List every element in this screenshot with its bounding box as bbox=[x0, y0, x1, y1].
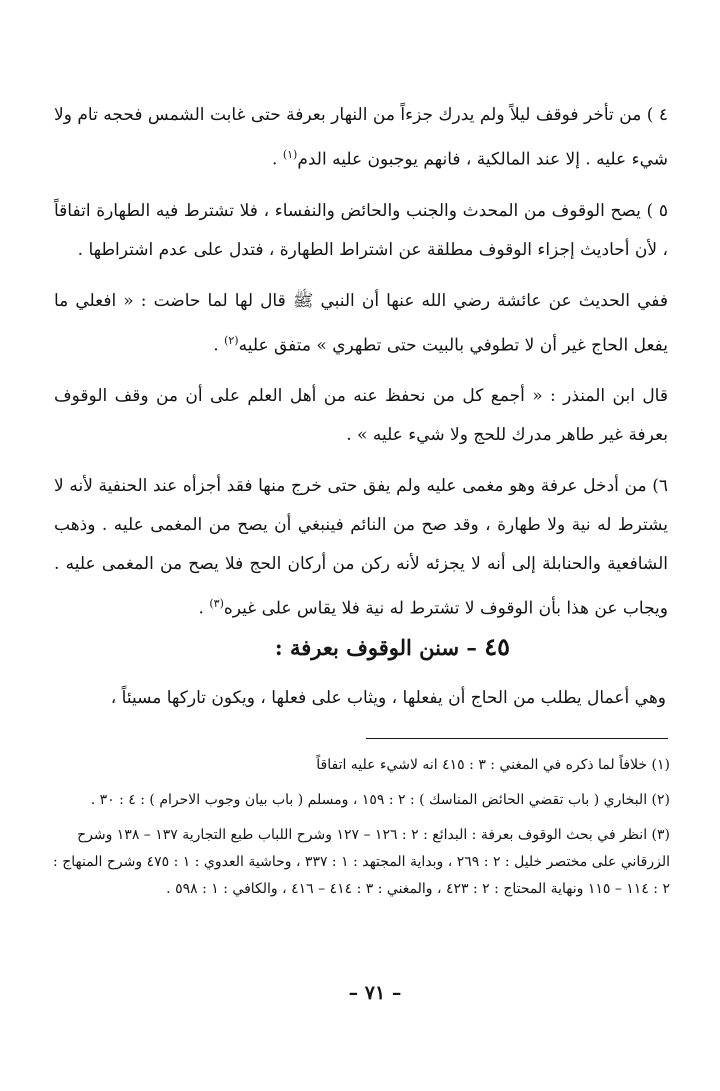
footnote-ref-1[interactable]: (١) bbox=[282, 148, 298, 161]
footnote-1: (١) خلافاً لما ذكره في المغني : ٣ : ٤١٥ انه لاشيء عليه اتفاقاً bbox=[316, 757, 670, 773]
paragraph-hadith-aisha: ففي الحديث عن عائشة رضي الله عنها أن النبي ﷺ قال لها لما حاضت : « افعلي ما يفعل الحاج غير أن لا تطوفي بالبيت حتى تطهري » متفق عليه$^{(٢)}$ . bbox=[54, 290, 668, 356]
footnote-2: (٢) البخاري ( باب تقضي الحائض المناسك ) : ٢ : ١٥٩ ، ومسلم ( باب بيان وجوب الاحرام ) : ٤ : ٣٠ . bbox=[90, 792, 670, 808]
page-number: – ٧١ – bbox=[348, 982, 402, 1004]
paragraph-point-4: ٤ ) من تأخر فوقف ليلاً ولم يدرك جزءاً من النهار بعرفة حتى غابت الشمس فحجه تام ولا شيء عليه . إلا عند المالكية ، فانهم يوجبون عليه الدم$^{(١)}$ . bbox=[54, 105, 668, 170]
main-body-text bbox=[54, 96, 668, 641]
footnotes bbox=[52, 752, 670, 911]
paragraph-point-5: ٥ ) يصح الوقوف من المحدث والجنب والحائض والنفساء ، فلا تشترط فيه الطهارة اتفاقاً ، لأن أحاديث إجزاء الوقوف مطلقة عن اشتراط الطهارة ، فتدل على عدم اشتراطها . bbox=[54, 200, 668, 260]
paragraph-point-6: ٦) من أدخل عرفة وهو مغمى عليه ولم يفق حتى خرج منها فقد أجزأه عند الحنفية لأنه لا يشترط له نية ولا طهارة ، وقد صح من النائم فينبغي أن يصح من المغمى عليه . وذهب الشافعية والحنابلة إلى أنه لا يجزئه لأنه ركن من أركان الحج فلا يصح من المغمى عليه . ويجاب عن هذا بأن الوقوف لا تشترط له نية فلا يقاس على غيره$^{(٣)}$ . bbox=[54, 476, 668, 619]
section-heading-45 bbox=[275, 632, 510, 661]
section-number: ٤٥ bbox=[484, 632, 510, 661]
section-title: – سنن الوقوف بعرفة : bbox=[274, 635, 477, 660]
footnote-ref-3[interactable]: (٣) bbox=[209, 597, 224, 611]
footnote-3: (٣) انظر في بحث الوقوف بعرفة : البدائع : ٢ : ١٢٦ – ١٢٧ وشرح اللباب طبع التجارية ١٣٧ – ١٣٨ وشرح الزرقاني على مختصر خليل : ٢ : ٢٦٩ ، وبداية المجتهد : ١ : ٣٣٧ ، وحاشية العدوي : ١ : ٤٧٥ وشرح المنهاج : ٢ : ١١٤ – ١١٥ ونهاية المحتاج : ٢ : ٤٢٣ ، والمغني : ٣ : ٤١٤ – ٤١٦ ، والكافي : ١ : ٥٩٨ . bbox=[53, 827, 670, 897]
paragraph-ibn-almundhir: قال ابن المنذر : « أجمع كل من نحفظ عنه من أهل العلم على أن من وقف الوقوف بعرفة غير طاهر مدرك للحج ولا شيء عليه » . bbox=[54, 386, 668, 446]
section-intro-text: وهي أعمال يطلب من الحاج أن يفعلها ، ويثاب على فعلها ، ويكون تاركها مسيئاً ، bbox=[110, 688, 666, 708]
footnote-divider bbox=[366, 738, 668, 739]
footnote-ref-2[interactable]: (٢) bbox=[224, 333, 239, 347]
